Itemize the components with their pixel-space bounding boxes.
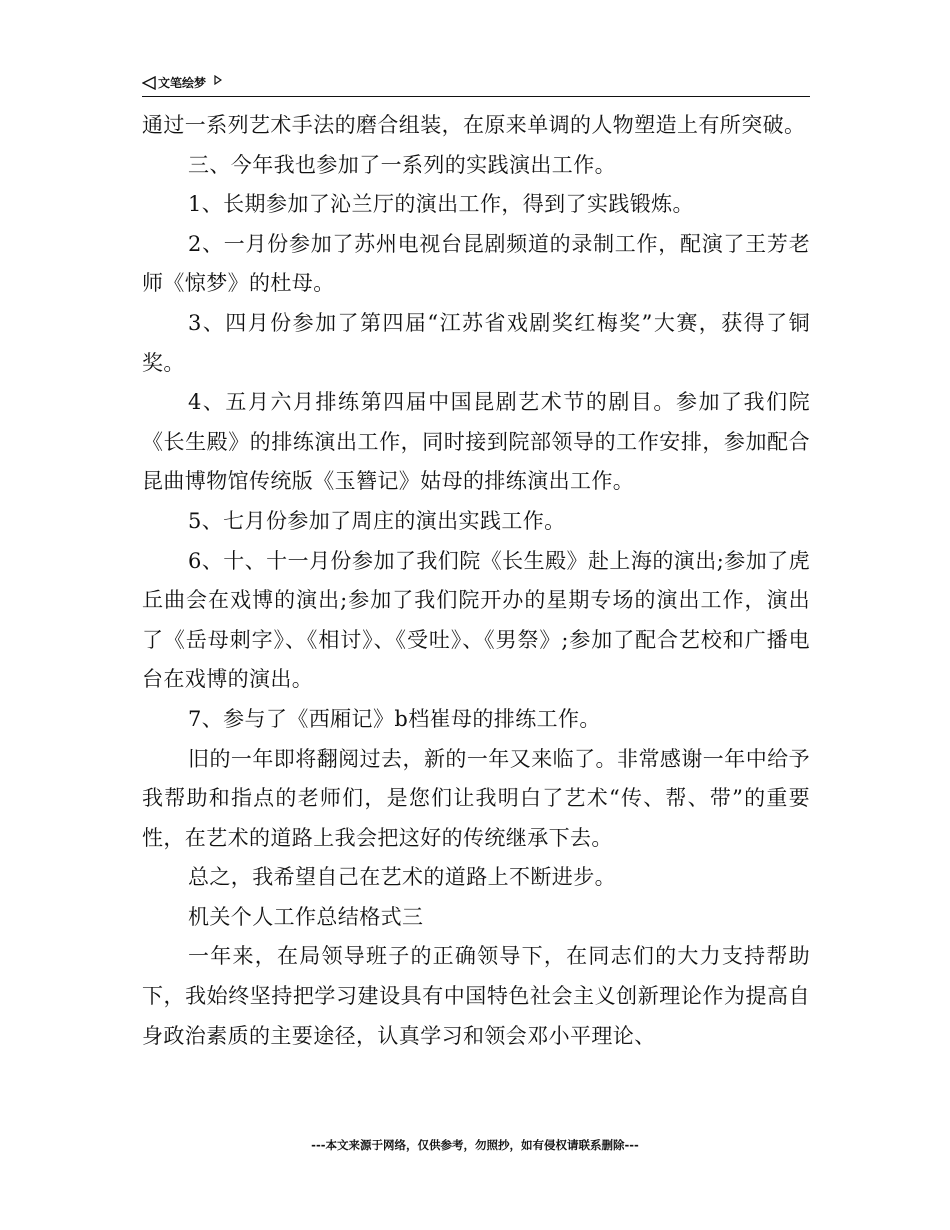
- header-brand: [142, 74, 222, 91]
- paragraph: 一年来，在局领导班子的正确领导下，在同志们的大力支持帮助下，我始终坚持把学习建设具有中国特色社会主义创新理论作为提高自身政治素质的主要途径，认真学习和领会邓小平理论、: [142, 944, 810, 1048]
- paragraph: 2、一月份参加了苏州电视台昆剧频道的录制工作，配演了王芳老师《惊梦》的杜母。: [142, 231, 810, 296]
- paragraph: 1、长期参加了沁兰厅的演出工作，得到了实践锻炼。: [188, 192, 694, 217]
- paragraph: 三、今年我也参加了一系列的实践演出工作。: [188, 152, 616, 177]
- page-footer: ---本文来源于网络，仅供参考，勿照抄，如有侵权请联系删除---: [311, 1138, 639, 1152]
- paragraph: 5、七月份参加了周庄的演出实践工作。: [188, 508, 566, 533]
- paragraph: 总之，我希望自己在艺术的道路上不断进步。: [188, 865, 616, 890]
- section-heading: 机关个人工作总结格式三: [188, 904, 424, 929]
- page-header: [142, 72, 810, 97]
- triangle-left-icon: [142, 76, 156, 90]
- paragraph: 4、五月六月排练第四届中国昆剧艺术节的剧目。参加了我们院《长生殿》的排练演出工作，同时接到院部领导的工作安排，参加配合昆曲博物馆传统版《玉簪记》姑母的排练演出工作。: [142, 390, 810, 494]
- header-title: 文笔绘梦: [158, 76, 207, 90]
- paragraph: 3、四月份参加了第四届“江苏省戏剧奖红梅奖”大赛，获得了铜奖。: [142, 310, 810, 375]
- paragraph: 通过一系列艺术手法的磨合组装，在原来单调的人物塑造上有所突破。: [142, 113, 806, 137]
- paragraph: 旧的一年即将翻阅过去，新的一年又来临了。非常感谢一年中给予我帮助和指点的老师们，是您们让我明白了艺术“传、帮、带”的重要性，在艺术的道路上我会把这好的传统继承下去。: [142, 746, 810, 850]
- paragraph: 6、十、十一月份参加了我们院《长生殿》赴上海的演出;参加了虎丘曲会在戏博的演出;参加了我们院开办的星期专场的演出工作，演出了《岳母刺字》、《相讨》、《受吐》、《男祭》;参加了配合艺校和广播电台在戏博的演出。: [142, 548, 810, 692]
- paragraph: 7、参与了《西厢记》b档崔母的排练工作。: [188, 706, 601, 731]
- triangle-right-icon: [214, 75, 222, 85]
- document-body: [142, 106, 810, 1056]
